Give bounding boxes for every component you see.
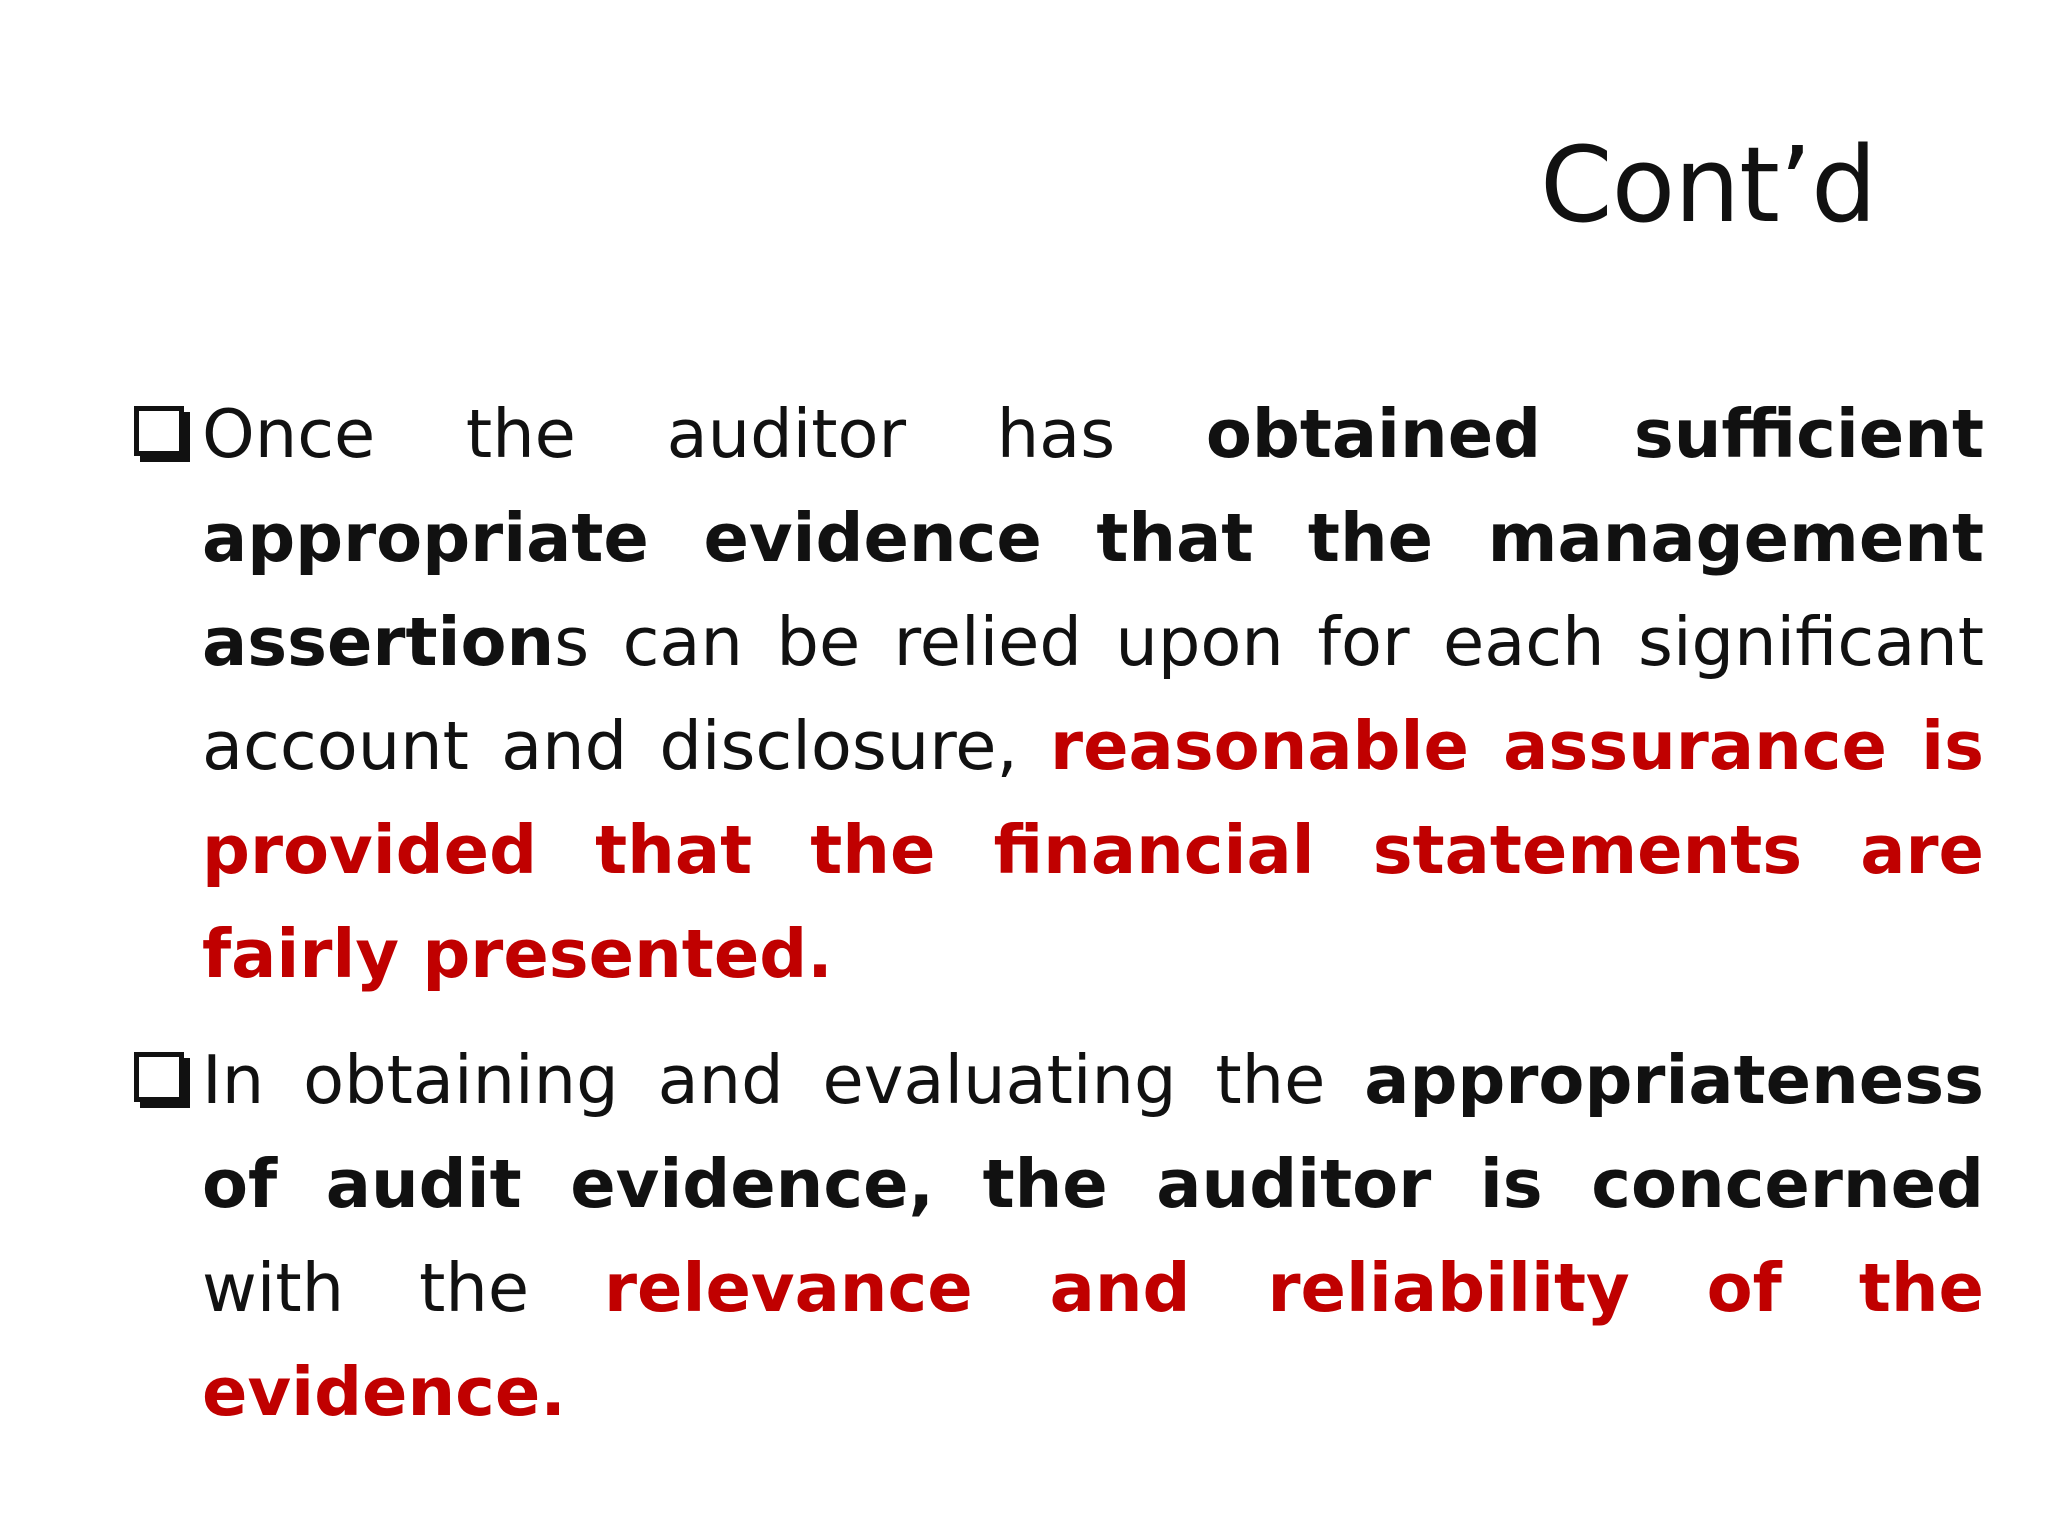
bullet-1-text-normal: Once the auditor has [202, 395, 1206, 473]
checkbox-square-icon [134, 1052, 184, 1102]
bullet-list [128, 382, 1984, 1466]
checkbox-square-icon [134, 406, 184, 456]
bullet-1-text-bold: obtained sufficient appropriate evidence that the management assertion [202, 395, 1984, 681]
bullet-2-text-normal-2: with the [202, 1249, 605, 1327]
bullet-1-text-normal-2: s can be relied upon for each significant account and disclosure, [202, 603, 1984, 785]
bullet-2-text-normal: In obtaining and evaluating the [202, 1041, 1365, 1119]
bullet-item-2 [128, 1028, 1984, 1444]
slide-title: Cont’d [1539, 124, 1876, 246]
bullet-2-text-bold: appropriateness of audit evidence, the auditor is concerned [202, 1041, 1984, 1223]
bullet-2-text-highlight: relevance and reliability of the evidence. [202, 1249, 1984, 1431]
bullet-1-text-highlight: reasonable assurance is provided that the financial statements are fairly presented. [202, 707, 1984, 993]
bullet-item-1 [128, 382, 1984, 1006]
